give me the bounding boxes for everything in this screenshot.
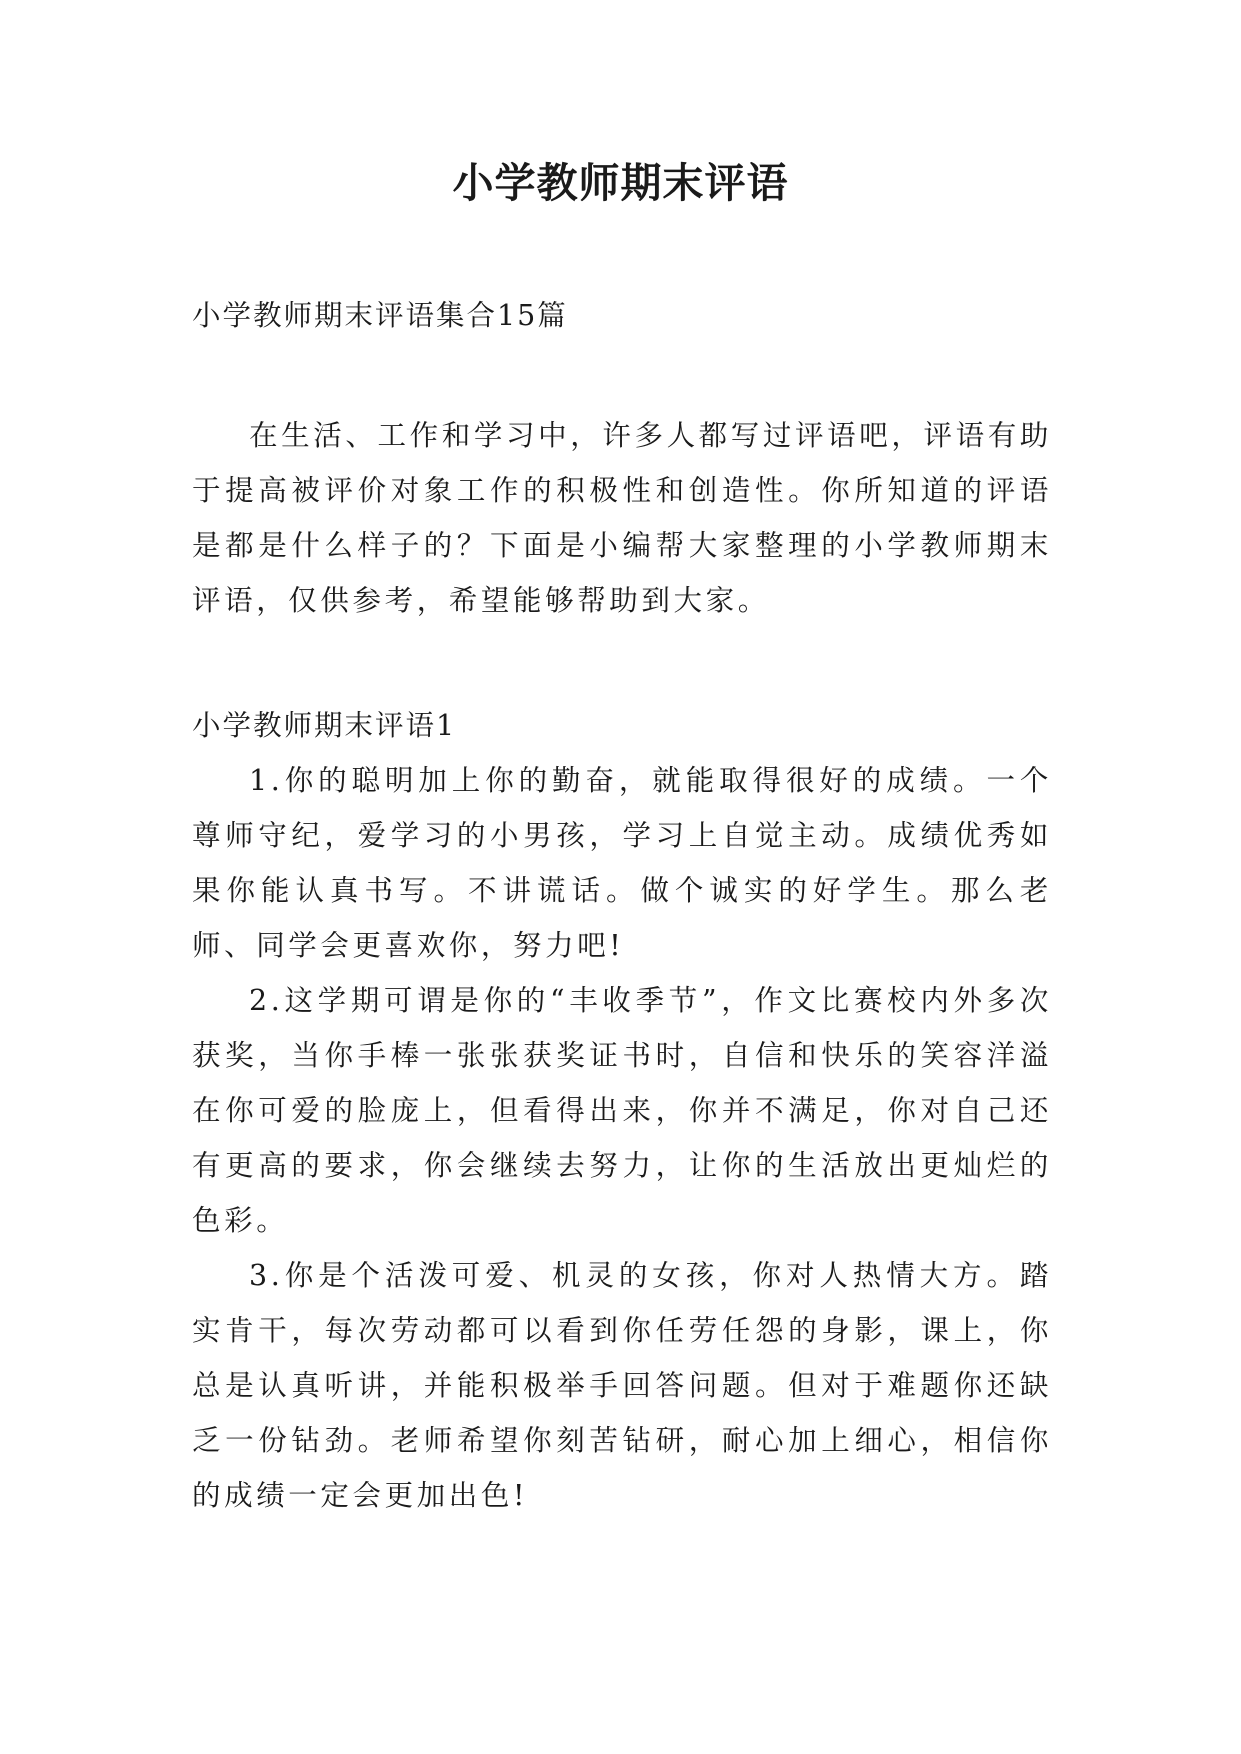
comment-paragraph: 2.这学期可谓是你的“丰收季节”，作文比赛校内外多次获奖，当你手棒一张张获奖证书时，自信和快乐的笑容洋溢在你可爱的脸庞上，但看得出来，你并不满足，你对自己还有更高的要求，你会继续去努力，让你的生活放出更灿烂的色彩。 <box>192 984 1052 1237</box>
intro-paragraph: 在生活、工作和学习中，许多人都写过评语吧，评语有助于提高被评价对象工作的积极性和创造性。你所知道的评语是都是什么样子的？下面是小编帮大家整理的小学教师期末评语，仅供参考，希望能够帮助到大家。 <box>192 419 1052 617</box>
comment-paragraph: 3.你是个活泼可爱、机灵的女孩，你对人热情大方。踏实肯干，每次劳动都可以看到你任劳任怨的身影，课上，你总是认真听讲，并能积极举手回答问题。但对于难题你还缺乏一份钻劲。老师希望你刻苦钻研，耐心加上细心，相信你的成绩一定会更加出色! <box>192 1259 1052 1512</box>
comment-paragraph: 1.你的聪明加上你的勤奋，就能取得很好的成绩。一个尊师守纪，爱学习的小男孩，学习上自觉主动。成绩优秀如果你能认真书写。不讲谎话。做个诚实的好学生。那么老师、同学会更喜欢你，努力吧! <box>192 764 1052 962</box>
document-subtitle: 小学教师期末评语集合15篇 <box>192 299 568 332</box>
section-heading: 小学教师期末评语1 <box>192 709 457 742</box>
document-title: 小学教师期末评语 <box>452 159 789 207</box>
comments-section <box>192 753 1052 1523</box>
intro-section <box>192 408 1052 628</box>
